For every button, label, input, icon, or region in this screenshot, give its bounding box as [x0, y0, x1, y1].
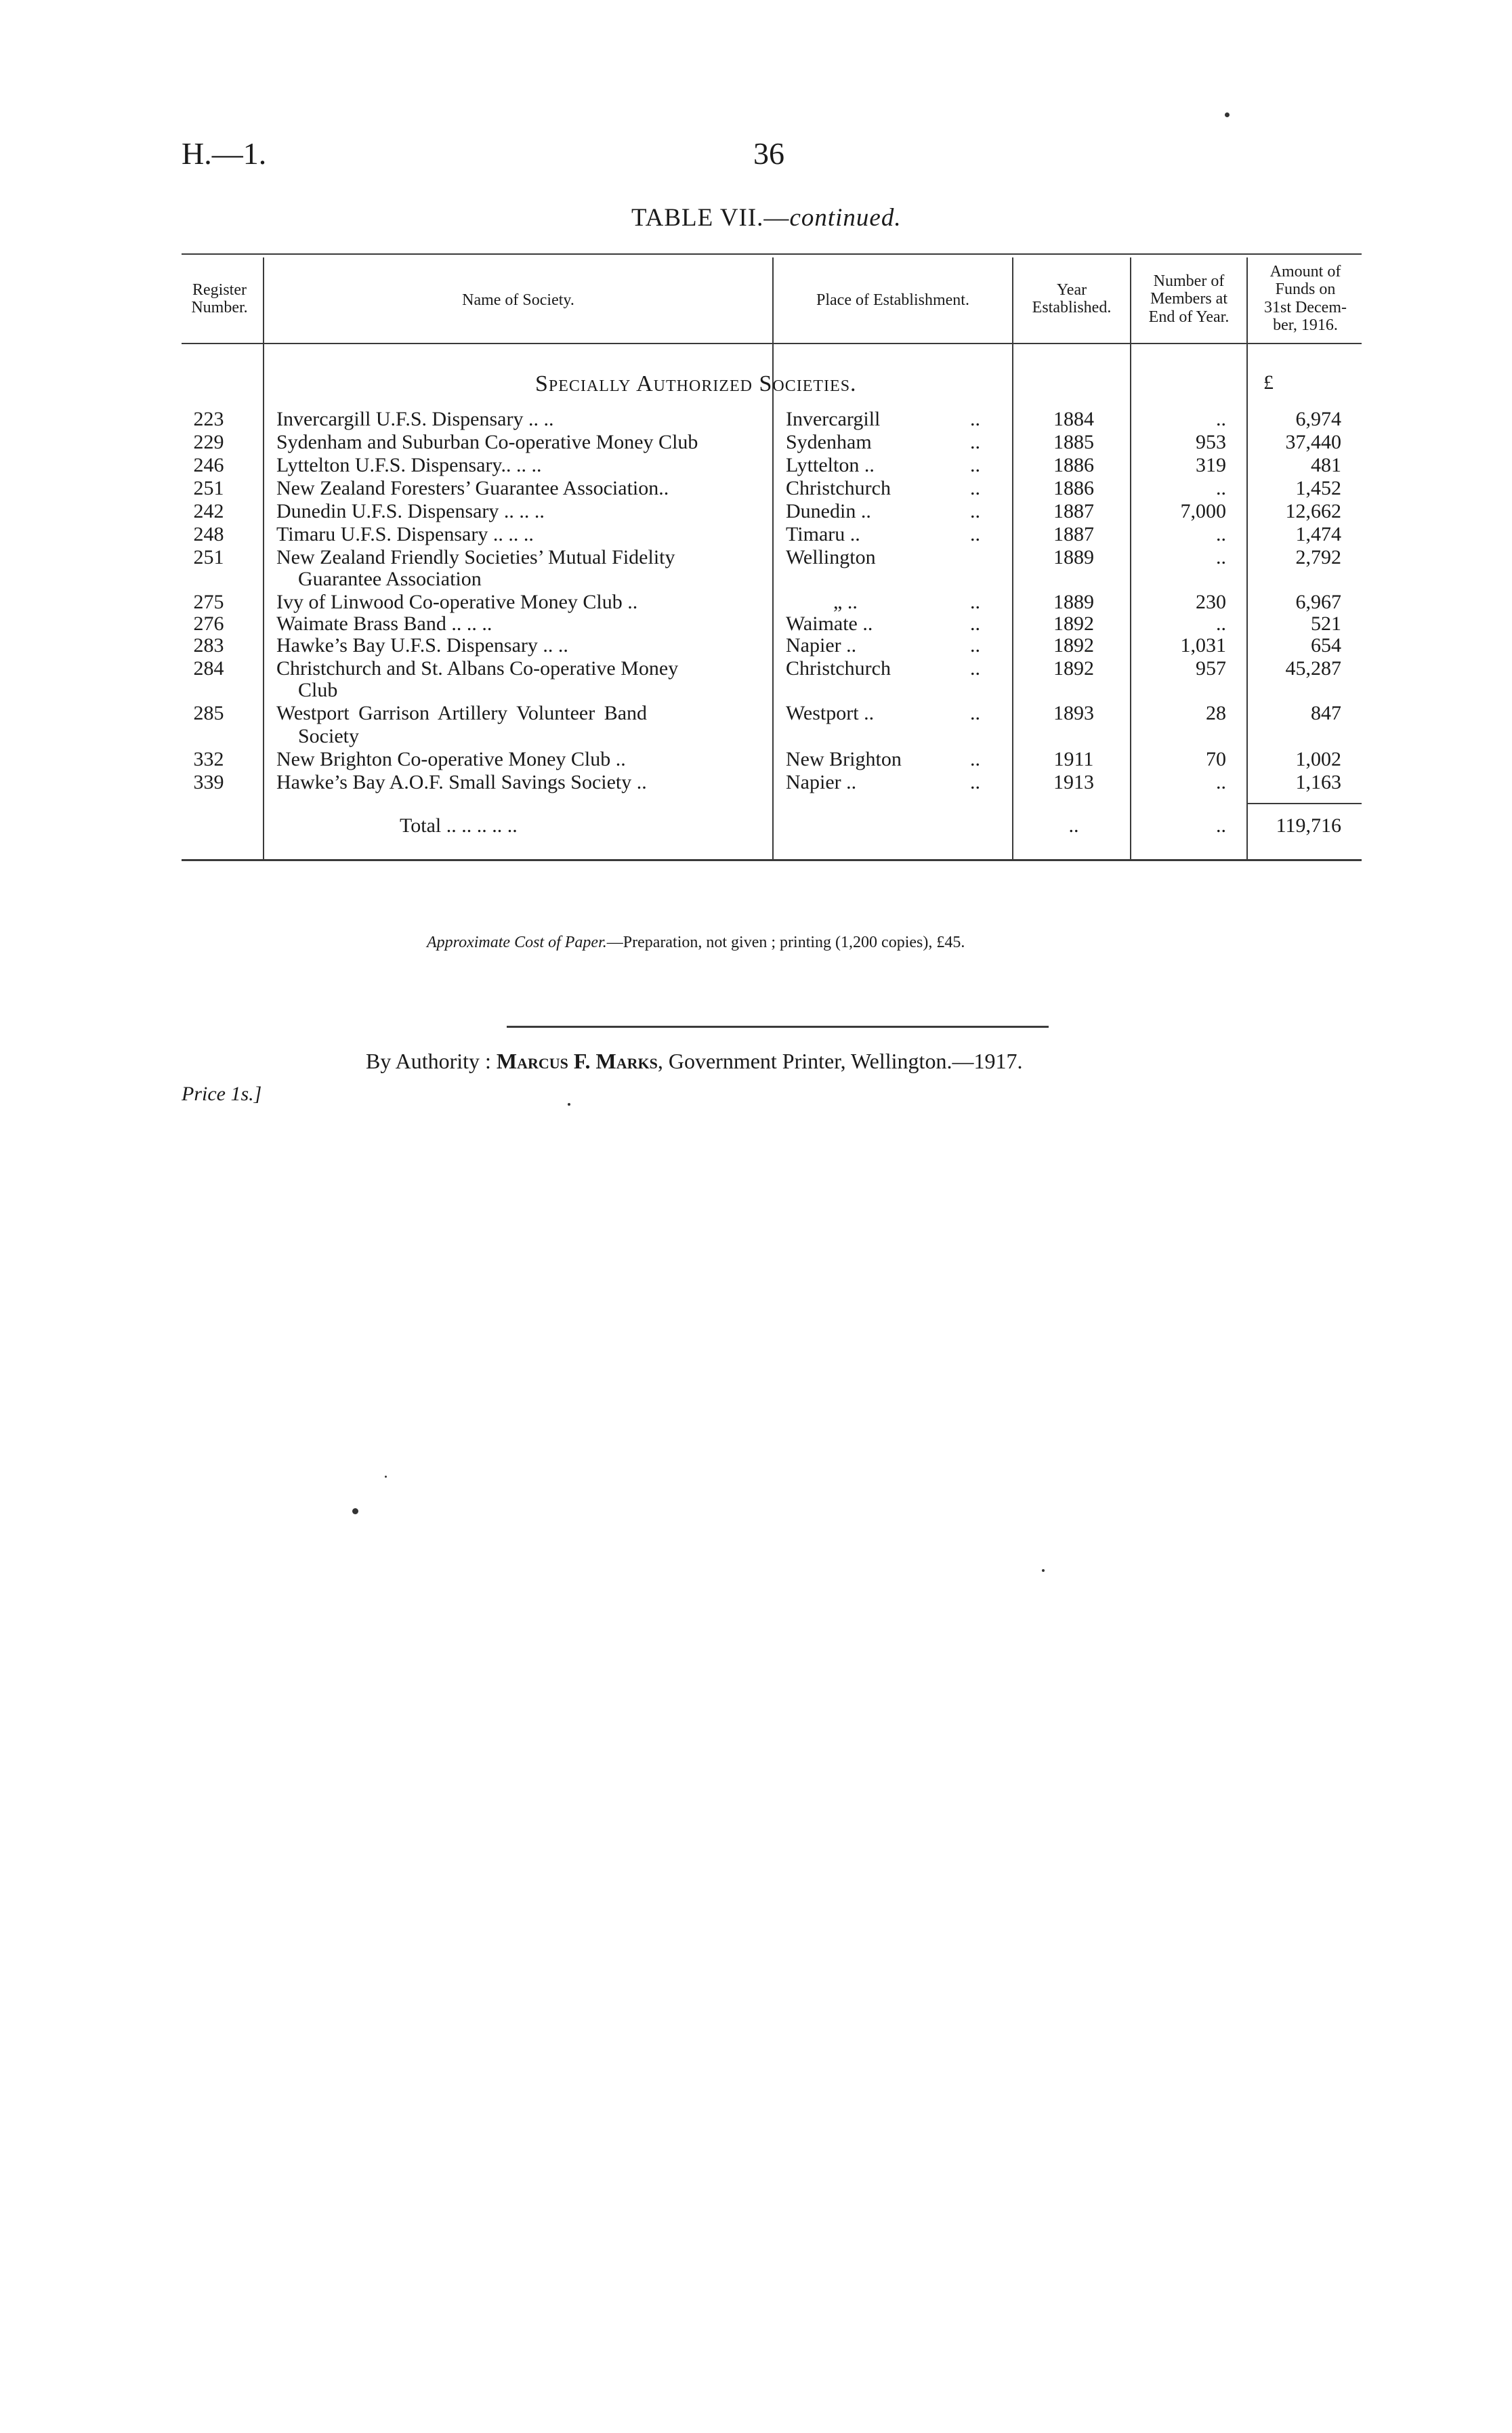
place-of-establishment: „ ..	[833, 591, 858, 613]
funds-amount: 12,662	[1285, 500, 1341, 522]
members-count: 319	[1196, 454, 1226, 476]
members-count: ..	[1216, 612, 1226, 635]
total-rule	[1246, 803, 1362, 804]
society-name	[276, 634, 764, 657]
col-header-register-line2: Number.	[191, 299, 248, 317]
col-header-members	[1133, 272, 1245, 326]
year-established: 1893	[1053, 702, 1094, 724]
place-leader-dots: ..	[970, 657, 980, 680]
society-name-continuation: Guarantee Association	[298, 568, 482, 590]
year-established: 1892	[1053, 612, 1094, 635]
place-of-establishment: Timaru ..	[786, 523, 860, 545]
col-header-members-line3: End of Year.	[1148, 308, 1230, 326]
members-count: ..	[1216, 408, 1226, 430]
register-number: 223	[193, 408, 224, 430]
total-funds: 119,716	[1276, 814, 1341, 837]
register-number: 229	[193, 431, 224, 453]
leader-dots: ..	[615, 748, 626, 770]
society-name	[276, 500, 764, 523]
leader-dots: .. ..	[528, 408, 554, 430]
members-count: ..	[1216, 546, 1226, 568]
year-established: 1889	[1053, 546, 1094, 568]
place-leader-dots: ..	[970, 634, 980, 657]
document-id: H.—1.	[182, 136, 267, 171]
register-number: 339	[193, 771, 224, 793]
table-row	[0, 657, 1512, 680]
table-title-main: TABLE VII.—	[631, 204, 790, 232]
society-name-text: Invercargill U.F.S. Dispensary	[276, 408, 524, 430]
place-leader-dots: ..	[970, 477, 980, 499]
year-established: 1884	[1053, 408, 1094, 430]
leader-dots: .. ..	[543, 634, 568, 657]
members-count: 28	[1206, 702, 1226, 724]
scan-speck	[385, 1476, 387, 1478]
table-title-continued: continued.	[789, 204, 902, 232]
table-row	[0, 408, 1512, 431]
society-name	[276, 748, 764, 771]
members-count: ..	[1216, 771, 1226, 793]
society-name	[276, 454, 764, 477]
col-header-funds	[1249, 263, 1362, 335]
leader-dots: .. ..	[508, 523, 534, 545]
place-leader-dots: ..	[970, 591, 980, 613]
funds-amount: 521	[1311, 612, 1341, 635]
register-number: 285	[193, 702, 224, 724]
register-number: 276	[193, 612, 224, 635]
year-established: 1885	[1053, 431, 1094, 453]
society-name-text: Dunedin U.F.S. Dispensary ..	[276, 500, 514, 522]
table-row	[0, 771, 1512, 794]
authority-suffix: , Government Printer, Wellington.—1917.	[657, 1049, 1023, 1073]
members-count: ..	[1216, 523, 1226, 545]
table-title	[631, 203, 902, 232]
place-of-establishment: Waimate ..	[786, 612, 873, 635]
funds-amount: 45,287	[1285, 657, 1341, 680]
scan-speck	[1225, 112, 1230, 117]
place-of-establishment: Napier ..	[786, 771, 857, 793]
table-row	[0, 748, 1512, 771]
register-number: 284	[193, 657, 224, 680]
register-number: 332	[193, 748, 224, 770]
section-heading	[535, 371, 857, 397]
header-bottom-rule	[182, 343, 1362, 344]
society-name-text: Sydenham and Suburban Co-operative Money Club	[276, 431, 698, 453]
funds-amount: 847	[1311, 702, 1341, 724]
table-row	[0, 591, 1512, 614]
funds-amount: 1,002	[1295, 748, 1341, 770]
table-row	[0, 431, 1512, 454]
place-leader-dots: ..	[970, 771, 980, 793]
total-year: ..	[1068, 814, 1079, 837]
total-row	[0, 814, 1512, 837]
total-members: ..	[1216, 814, 1226, 837]
funds-amount: 1,452	[1295, 477, 1341, 499]
table-row	[0, 546, 1512, 569]
scan-speck	[568, 1103, 570, 1106]
place-of-establishment: Napier ..	[786, 634, 857, 657]
society-name-continuation: Club	[298, 679, 338, 701]
members-count: 953	[1196, 431, 1226, 453]
society-name-text: New Brighton Co-operative Money Club	[276, 748, 611, 770]
year-established: 1886	[1053, 477, 1094, 499]
year-established: 1892	[1053, 634, 1094, 657]
printer-name: Marcus F. Marks	[496, 1049, 658, 1073]
table-row	[0, 500, 1512, 523]
register-number: 242	[193, 500, 224, 522]
table-row-continuation	[0, 725, 1512, 748]
society-name	[276, 523, 764, 546]
place-leader-dots: ..	[970, 408, 980, 430]
members-count: 957	[1196, 657, 1226, 680]
col-header-members-line1: Number of	[1153, 272, 1225, 290]
col-header-year-line2: Established.	[1032, 299, 1112, 317]
place-leader-dots: ..	[970, 748, 980, 770]
year-established: 1889	[1053, 591, 1094, 613]
place-leader-dots: ..	[970, 500, 980, 522]
place-leader-dots: ..	[970, 431, 980, 453]
members-count: 70	[1206, 748, 1226, 770]
place-of-establishment: Christchurch	[786, 477, 891, 499]
society-name-text: Ivy of Linwood Co-operative Money Club	[276, 591, 623, 613]
col-header-funds-line2: Funds on	[1275, 280, 1336, 299]
place-of-establishment: Westport ..	[786, 702, 875, 724]
year-established: 1892	[1053, 657, 1094, 680]
leader-dots: .. .. ..	[451, 612, 492, 635]
table-top-rule	[182, 253, 1362, 255]
printer-authority	[366, 1049, 1022, 1074]
funds-amount: 37,440	[1285, 431, 1341, 453]
year-established: 1913	[1053, 771, 1094, 793]
currency-symbol: £	[1263, 371, 1274, 394]
cost-note-text: —Preparation, not given ; printing (1,200 copies), £45.	[606, 934, 965, 951]
leader-dots: .. ..	[519, 500, 545, 522]
col-header-year	[1015, 281, 1129, 317]
leader-dots: ..	[636, 771, 647, 793]
table-row-continuation	[0, 568, 1512, 591]
register-number: 246	[193, 454, 224, 476]
society-name-text: New Zealand Foresters’ Guarantee Association..	[276, 477, 669, 499]
year-established: 1886	[1053, 454, 1094, 476]
col-header-name-label: Name of Society.	[462, 291, 574, 309]
funds-amount: 2,792	[1295, 546, 1341, 568]
society-name	[276, 408, 764, 431]
place-leader-dots: ..	[970, 523, 980, 545]
funds-amount: 1,474	[1295, 523, 1341, 545]
society-name-text: Waimate Brass Band	[276, 612, 446, 635]
total-leader-dots: .. .. .. .. ..	[446, 814, 518, 837]
place-of-establishment: New Brighton	[786, 748, 902, 770]
cost-of-paper-note	[427, 934, 965, 952]
society-name	[276, 431, 764, 454]
table-row	[0, 634, 1512, 657]
col-header-place	[775, 291, 1011, 309]
table-row	[0, 523, 1512, 546]
society-name	[276, 477, 764, 500]
footer-divider	[507, 1026, 1049, 1028]
cost-note-label: Approximate Cost of Paper.	[427, 934, 607, 951]
year-established: 1911	[1053, 748, 1094, 770]
society-name	[276, 591, 764, 614]
funds-amount: 6,974	[1295, 408, 1341, 430]
leader-dots: ..	[627, 591, 638, 613]
register-number: 275	[193, 591, 224, 613]
place-leader-dots: ..	[970, 702, 980, 724]
funds-amount: 1,163	[1295, 771, 1341, 793]
col-header-year-line1: Year	[1056, 281, 1087, 299]
table-row	[0, 702, 1512, 725]
total-label	[400, 814, 518, 837]
total-label-text: Total	[400, 814, 442, 837]
col-header-funds-line4: ber, 1916.	[1273, 316, 1338, 335]
col-header-funds-line3: 31st Decem-	[1264, 298, 1347, 316]
funds-amount: 654	[1311, 634, 1341, 657]
place-of-establishment: Christchurch	[786, 657, 891, 680]
col-header-place-label: Place of Establishment.	[816, 291, 969, 309]
price-label: Price 1s.]	[182, 1083, 262, 1105]
col-header-members-line2: Members at	[1150, 290, 1227, 308]
year-established: 1887	[1053, 523, 1094, 545]
place-leader-dots: ..	[970, 612, 980, 635]
leader-dots: .. ..	[516, 454, 542, 476]
members-count: 7,000	[1180, 500, 1226, 522]
place-of-establishment: Sydenham	[786, 431, 872, 453]
society-name-text: Hawke’s Bay U.F.S. Dispensary	[276, 634, 538, 657]
register-number: 251	[193, 477, 224, 499]
col-header-funds-line1: Amount of	[1269, 263, 1341, 280]
society-name-text: Timaru U.F.S. Dispensary ..	[276, 523, 503, 545]
society-name-continuation: Society	[298, 725, 359, 747]
society-name	[276, 612, 764, 636]
place-of-establishment: Wellington	[786, 546, 876, 568]
members-count: ..	[1216, 477, 1226, 499]
register-number: 251	[193, 546, 224, 568]
table-bottom-rule	[182, 859, 1362, 861]
register-number: 248	[193, 523, 224, 545]
place-of-establishment: Lyttelton ..	[786, 454, 875, 476]
place-of-establishment: Invercargill	[786, 408, 881, 430]
scan-speck	[352, 1508, 358, 1514]
table-row	[0, 454, 1512, 477]
col-header-register	[177, 281, 261, 317]
society-name	[276, 771, 764, 794]
society-name-text: Hawke’s Bay A.O.F. Small Savings Society	[276, 771, 632, 793]
table-row	[0, 477, 1512, 500]
table-row-continuation	[0, 679, 1512, 702]
col-header-register-line1: Register	[192, 281, 247, 299]
members-count: 1,031	[1180, 634, 1226, 657]
society-name: Westport Garrison Artillery Volunteer Band	[276, 702, 648, 724]
page-number: 36	[753, 136, 784, 171]
members-count: 230	[1196, 591, 1226, 613]
place-leader-dots: ..	[970, 454, 980, 476]
section-heading-text: Specially Authorized Societies.	[535, 371, 857, 396]
col-header-name	[266, 291, 771, 309]
society-name: Christchurch and St. Albans Co-operative Money	[276, 657, 679, 680]
society-name: New Zealand Friendly Societies’ Mutual Fidelity	[276, 546, 675, 568]
year-established: 1887	[1053, 500, 1094, 522]
authority-prefix: By Authority :	[366, 1049, 491, 1073]
scan-speck	[1042, 1569, 1045, 1572]
register-number: 283	[193, 634, 224, 657]
place-of-establishment: Dunedin ..	[786, 500, 871, 522]
table-row	[0, 612, 1512, 636]
society-name-text: Lyttelton U.F.S. Dispensary..	[276, 454, 511, 476]
funds-amount: 6,967	[1295, 591, 1341, 613]
funds-amount: 481	[1311, 454, 1341, 476]
